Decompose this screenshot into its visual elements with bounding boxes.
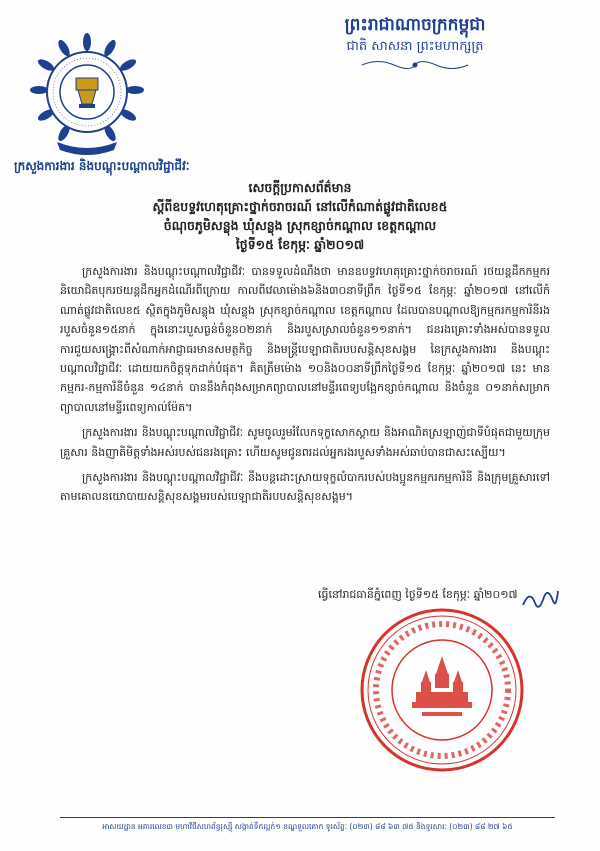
signature-mark bbox=[520, 585, 560, 615]
body-paragraph-3: ក្រសួងការងារ និងបណ្តុះបណ្តាលវិជ្ជាជីវៈ នឹងបន្តដោះស្រាយទុក្ខលំបាករបស់បងប្អូនកម្មករកម្មការិនី និងក្រុមគ្រួសារទៅតាមគោលនយោបាយសន្តិសុខសង្គមរបស់បេឡាជាតិរបបសន្តិសុខសង្គម។ bbox=[60, 471, 550, 504]
dateline: ធ្វើនៅរាជធានីភ្នំពេញ ថ្ងៃទី១៥ ខែកុម្ភៈ ឆ្នាំ២០១៧ bbox=[318, 588, 518, 601]
title-line-2: ស្តីពីឧបទ្ទវហេតុគ្រោះថ្នាក់ចរាចរណ៍ នៅលើកំណាត់ផ្លូវជាតិលេខ៥ bbox=[152, 199, 448, 214]
title-line-4: ថ្ងៃទី១៥ ខែកុម្ភៈ ឆ្នាំ២០១៧ bbox=[235, 237, 365, 252]
kingdom-heading: ព្រះរាជាណាចក្រកម្ពុជា bbox=[344, 15, 486, 35]
announcement-title bbox=[60, 178, 540, 254]
header-ornament bbox=[360, 58, 470, 72]
title-line-3: ចំណុចភូមិសន្លុង ឃុំសន្លុង ស្រុកខ្សាច់កណ្តាល ខេត្តកណ្តាល bbox=[163, 218, 437, 233]
official-stamp bbox=[356, 604, 528, 776]
ministry-logo bbox=[22, 30, 152, 160]
body-paragraph-1: ក្រសួងការងារ និងបណ្តុះបណ្តាលវិជ្ជាជីវៈ បានទទួលដំណឹងថា មានឧបទ្ទវហេតុគ្រោះថ្នាក់ចរាចរណ៍ រថយន្តដឹកកម្មករនិយោជិតបុករថយន្តដឹកអ្នកដំណើរពីក្រោយ កាលពីវេលាម៉ោង៦និង៣០នាទីព្រឹក ថ្ងៃទី១៥ ខែកុម្ភៈ ឆ្នាំ២០១៧ នៅលើកំណាត់ផ្លូវជាតិលេខ៥ ស្ថិតក្នុងភូមិសន្លុង ឃុំសន្លុង ស្រុកខ្សាច់កណ្តាល ខេត្តកណ្តាល ដែលបានបណ្តាលឱ្យកម្មករកម្មការិនីរងរបួសចំនួន១៥នាក់ ក្នុងនោះរបួសធ្ងន់ចំនួន០២នាក់ និងរបួសស្រាលចំនួន១១នាក់។ ជនរងគ្រោះទាំងអស់បានទទួលការជួយសង្គ្រោះពីសំណាក់អាជ្ញាធរមានសមត្ថកិច្ច និងមន្រ្តីបេឡាជាតិរបបសន្តិសុខសង្គម នៃក្រសួងការងារ និងបណ្តុះបណ្តាលវិជ្ជាជីវៈ ដោយយកចិត្តទុកដាក់បំផុត។ គិតត្រឹមម៉ោង ១០និង០០នាទីព្រឹកថ្ងៃទី១៥ ខែកុម្ភៈ ឆ្នាំ២០១៧ នេះ មានកម្មករ-កម្មការិនីចំនួន ១៤នាក់ បាននឹងកំពុងសម្រាកព្យាបាលនៅមន្ទីរពេទ្យបង្អែកខ្សាច់កណ្តាល និងចំនួន ០១នាក់សម្រាកព្យាបាលនៅមន្ទីរពេទ្យកាល់ម៉ែត។ bbox=[60, 265, 550, 414]
issuing-ministry: ក្រសួងការងារ និងបណ្តុះបណ្តាលវិជ្ជាជីវៈ bbox=[14, 159, 190, 173]
footer-divider bbox=[60, 817, 555, 818]
title-line-1: សេចក្តីប្រកាសព័ត៌មាន bbox=[248, 180, 352, 195]
footer-address: អាសយដ្ឋាន អគារលេខ៣ មហាវិថីសហព័ន្ធរុស្ស៊ី សង្កាត់ទឹកល្អក់១ ខណ្ឌទួលគោក ទូរស័ព្ទៈ (០២៣) ៨៨ ៦៣ ៧៥ និងទូរសារៈ (០២៣) ៨៨ ២៧ ៦៥ bbox=[102, 822, 513, 831]
announcement-body bbox=[60, 262, 550, 513]
national-motto: ជាតិ សាសនា ព្រះមហាក្សត្រ bbox=[346, 39, 484, 54]
body-paragraph-2: ក្រសួងការងារ និងបណ្តុះបណ្តាលវិជ្ជាជីវៈ សូមចូលរួមរំលែកទុក្ខសោកស្តាយ និងអាណិតស្រឡាញ់ជាទីបំផុតជាមួយក្រុមគ្រួសារ និងញាតិមិត្តទាំងអស់របស់ជនរងគ្រោះ ហើយសូមជូនពរដល់អ្នករងរបួសទាំងអស់ឆាប់បានជាសះស្បើយ។ bbox=[60, 426, 550, 459]
